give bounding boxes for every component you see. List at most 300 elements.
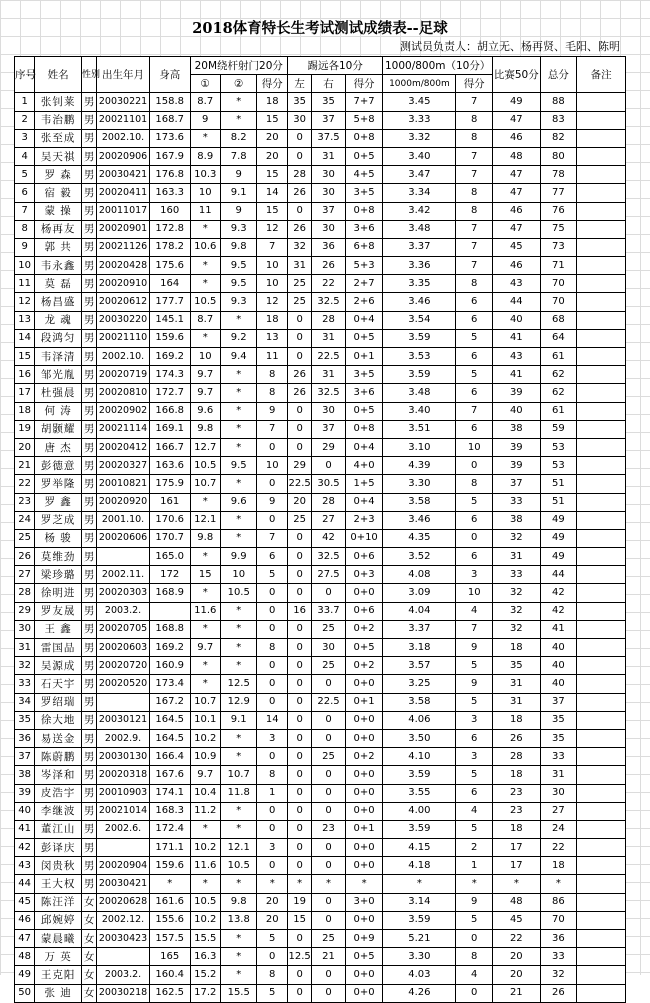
cell-name: 罗友晟 xyxy=(35,602,82,620)
cell-dribble-2: 9.6 xyxy=(220,493,257,511)
cell-sex: 男 xyxy=(81,166,96,184)
table-row xyxy=(15,202,626,220)
cell-height: 173.4 xyxy=(149,675,190,693)
cell-note xyxy=(577,602,626,620)
table-row xyxy=(15,584,626,602)
cell-total: 22 xyxy=(540,839,577,857)
cell-name: 杨再友 xyxy=(35,220,82,238)
cell-height: 169.1 xyxy=(149,420,190,438)
cell-note xyxy=(577,147,626,165)
cell-dob: 20020705 xyxy=(97,620,150,638)
cell-kick-left: 30 xyxy=(287,111,311,129)
table-row xyxy=(15,311,626,329)
cell-note xyxy=(577,893,626,911)
cell-index: 4 xyxy=(15,147,35,165)
cell-kick-left: 0 xyxy=(287,802,311,820)
cell-match: 40 xyxy=(492,402,540,420)
cell-kick-left: 29 xyxy=(287,457,311,475)
cell-kick-right: * xyxy=(312,875,345,893)
cell-dob: 20030220 xyxy=(97,311,150,329)
cell-name: 韦永鑫 xyxy=(35,257,82,275)
cell-dribble-1: * xyxy=(190,875,220,893)
cell-run-time: 3.53 xyxy=(383,348,456,366)
cell-match: 26 xyxy=(492,729,540,747)
cell-index: 9 xyxy=(15,238,35,256)
cell-kick-left: 16 xyxy=(287,602,311,620)
cell-dribble-score: 8 xyxy=(257,366,287,384)
cell-note xyxy=(577,675,626,693)
cell-note xyxy=(577,839,626,857)
table-row xyxy=(15,238,626,256)
cell-run-time: * xyxy=(383,875,456,893)
table-row xyxy=(15,675,626,693)
cell-total: 76 xyxy=(540,202,577,220)
cell-total: 27 xyxy=(540,802,577,820)
cell-height: 169.2 xyxy=(149,348,190,366)
cell-run-time: 3.57 xyxy=(383,657,456,675)
cell-kick-right: 0 xyxy=(312,457,345,475)
cell-kick-right: 25 xyxy=(312,620,345,638)
cell-dribble-2: 10.5 xyxy=(220,857,257,875)
cell-total: 33 xyxy=(540,948,577,966)
cell-note xyxy=(577,93,626,111)
cell-index: 40 xyxy=(15,802,35,820)
cell-run-score: 5 xyxy=(456,820,493,838)
header-total: 总分 xyxy=(540,57,577,93)
cell-run-score: 8 xyxy=(456,275,493,293)
cell-index: 14 xyxy=(15,329,35,347)
header-name: 姓名 xyxy=(35,57,82,93)
cell-sex: 男 xyxy=(81,584,96,602)
cell-name: 董江山 xyxy=(35,820,82,838)
cell-run-score: 6 xyxy=(456,384,493,402)
table-row xyxy=(15,93,626,111)
cell-kick-right: 32.5 xyxy=(312,384,345,402)
cell-kick-left: 19 xyxy=(287,893,311,911)
cell-dribble-2: * xyxy=(220,602,257,620)
cell-run-time: 3.37 xyxy=(383,620,456,638)
cell-run-score: 8 xyxy=(456,948,493,966)
cell-index: 19 xyxy=(15,420,35,438)
cell-sex: 男 xyxy=(81,657,96,675)
cell-run-score: 5 xyxy=(456,329,493,347)
cell-dribble-score: 6 xyxy=(257,548,287,566)
cell-name: 闵贵秋 xyxy=(35,857,82,875)
cell-height xyxy=(149,602,190,620)
cell-note xyxy=(577,875,626,893)
cell-dribble-score: 7 xyxy=(257,529,287,547)
cell-kick-right: 28 xyxy=(312,311,345,329)
cell-note xyxy=(577,457,626,475)
cell-run-time: 3.59 xyxy=(383,911,456,929)
cell-kick-right: 42 xyxy=(312,529,345,547)
cell-dob: 2002.10. xyxy=(97,348,150,366)
cell-index: 16 xyxy=(15,366,35,384)
cell-run-time: 3.32 xyxy=(383,129,456,147)
cell-kick-right: 37 xyxy=(312,420,345,438)
cell-match: 47 xyxy=(492,184,540,202)
cell-dribble-2: 7.8 xyxy=(220,147,257,165)
cell-kick-score: 0+4 xyxy=(345,311,383,329)
cell-index: 7 xyxy=(15,202,35,220)
cell-match: 32 xyxy=(492,620,540,638)
cell-total: 73 xyxy=(540,238,577,256)
cell-total: 51 xyxy=(540,493,577,511)
cell-index: 11 xyxy=(15,275,35,293)
cell-dribble-1: 9.8 xyxy=(190,420,220,438)
cell-dribble-score: 10 xyxy=(257,257,287,275)
cell-kick-score: 0+0 xyxy=(345,766,383,784)
cell-name: 梁珍璐 xyxy=(35,566,82,584)
cell-dribble-score: 14 xyxy=(257,711,287,729)
cell-dribble-1: * xyxy=(190,820,220,838)
cell-run-time: 4.00 xyxy=(383,802,456,820)
cell-dribble-score: 9 xyxy=(257,493,287,511)
cell-dribble-2: 12.1 xyxy=(220,839,257,857)
cell-note xyxy=(577,784,626,802)
cell-kick-score: 0+5 xyxy=(345,329,383,347)
cell-match: 18 xyxy=(492,711,540,729)
cell-index: 44 xyxy=(15,875,35,893)
cell-run-time: 5.21 xyxy=(383,930,456,948)
cell-height: 168.9 xyxy=(149,584,190,602)
cell-kick-score: 7+7 xyxy=(345,93,383,111)
cell-index: 15 xyxy=(15,348,35,366)
cell-kick-left: 25 xyxy=(287,511,311,529)
cell-name: 杨 骏 xyxy=(35,529,82,547)
cell-dribble-2: 10.7 xyxy=(220,766,257,784)
cell-total: 80 xyxy=(540,147,577,165)
cell-run-time: 3.09 xyxy=(383,584,456,602)
cell-match: 22 xyxy=(492,930,540,948)
cell-index: 37 xyxy=(15,748,35,766)
cell-sex: 男 xyxy=(81,493,96,511)
cell-dribble-score: 0 xyxy=(257,584,287,602)
cell-height: 163.6 xyxy=(149,457,190,475)
cell-kick-right: 0 xyxy=(312,911,345,929)
cell-run-score: 5 xyxy=(456,366,493,384)
cell-dribble-score: 12 xyxy=(257,220,287,238)
cell-kick-right: 25 xyxy=(312,930,345,948)
cell-height: 172.8 xyxy=(149,220,190,238)
cell-dob: 20030130 xyxy=(97,748,150,766)
cell-kick-left: 0 xyxy=(287,657,311,675)
cell-dribble-2: 10.5 xyxy=(220,584,257,602)
cell-note xyxy=(577,184,626,202)
cell-run-time: 3.40 xyxy=(383,147,456,165)
cell-height: 170.7 xyxy=(149,529,190,547)
cell-dribble-1: 9 xyxy=(190,111,220,129)
table-row xyxy=(15,711,626,729)
cell-dob: 20020910 xyxy=(97,275,150,293)
cell-name: 张钊莱 xyxy=(35,93,82,111)
cell-total: 37 xyxy=(540,693,577,711)
cell-dribble-score: 0 xyxy=(257,748,287,766)
cell-note xyxy=(577,220,626,238)
cell-match: 47 xyxy=(492,220,540,238)
table-row xyxy=(15,984,626,1002)
table-row xyxy=(15,293,626,311)
cell-dribble-2: * xyxy=(220,475,257,493)
cell-kick-score: 2+3 xyxy=(345,511,383,529)
cell-run-time: 3.50 xyxy=(383,729,456,747)
cell-height: 177.7 xyxy=(149,293,190,311)
cell-run-time: 3.47 xyxy=(383,166,456,184)
cell-dribble-1: * xyxy=(190,675,220,693)
cell-height: 174.3 xyxy=(149,366,190,384)
cell-run-time: 3.33 xyxy=(383,111,456,129)
cell-kick-left: 0 xyxy=(287,566,311,584)
cell-kick-left: 0 xyxy=(287,639,311,657)
cell-index: 26 xyxy=(15,548,35,566)
cell-name: 何 涛 xyxy=(35,402,82,420)
table-header xyxy=(15,57,626,93)
cell-kick-left: 26 xyxy=(287,366,311,384)
cell-kick-left: 28 xyxy=(287,166,311,184)
cell-run-time: 3.34 xyxy=(383,184,456,202)
cell-sex: 男 xyxy=(81,857,96,875)
cell-dribble-1: 12.1 xyxy=(190,511,220,529)
cell-dob: 20020904 xyxy=(97,857,150,875)
cell-kick-score: 3+6 xyxy=(345,220,383,238)
cell-height: 161.6 xyxy=(149,893,190,911)
cell-kick-right: 32.5 xyxy=(312,293,345,311)
cell-height: 165 xyxy=(149,948,190,966)
table-row xyxy=(15,966,626,984)
cell-sex: 男 xyxy=(81,766,96,784)
cell-dob: 20030423 xyxy=(97,930,150,948)
cell-dribble-1: 11.6 xyxy=(190,857,220,875)
cell-match: 37 xyxy=(492,475,540,493)
cell-note xyxy=(577,275,626,293)
cell-dribble-1: 10.2 xyxy=(190,729,220,747)
cell-dribble-score: 0 xyxy=(257,802,287,820)
cell-kick-score: 0+10 xyxy=(345,529,383,547)
cell-kick-score: 0+0 xyxy=(345,857,383,875)
cell-note xyxy=(577,384,626,402)
cell-sex: 女 xyxy=(81,984,96,1002)
cell-name: 蒙晨曦 xyxy=(35,930,82,948)
cell-match: 39 xyxy=(492,384,540,402)
cell-run-score: 6 xyxy=(456,420,493,438)
cell-height: 169.2 xyxy=(149,639,190,657)
cell-match: 39 xyxy=(492,438,540,456)
cell-run-score: 0 xyxy=(456,984,493,1002)
cell-match: 33 xyxy=(492,566,540,584)
cell-dribble-score: 3 xyxy=(257,839,287,857)
cell-note xyxy=(577,566,626,584)
table-row xyxy=(15,329,626,347)
cell-dob: 2003.2. xyxy=(97,966,150,984)
cell-match: 38 xyxy=(492,511,540,529)
cell-sex: 女 xyxy=(81,911,96,929)
cell-kick-left: 0 xyxy=(287,784,311,802)
cell-index: 2 xyxy=(15,111,35,129)
cell-note xyxy=(577,293,626,311)
cell-dribble-2: 9.5 xyxy=(220,257,257,275)
cell-sex: 男 xyxy=(81,420,96,438)
cell-dribble-score: 20 xyxy=(257,129,287,147)
cell-match: 33 xyxy=(492,493,540,511)
cell-height: 167.2 xyxy=(149,693,190,711)
cell-total: 35 xyxy=(540,729,577,747)
cell-dob: 20020428 xyxy=(97,257,150,275)
cell-run-time: 3.51 xyxy=(383,420,456,438)
cell-match: 18 xyxy=(492,639,540,657)
cell-dob: 20020720 xyxy=(97,657,150,675)
cell-kick-score: 0+2 xyxy=(345,748,383,766)
cell-total: 82 xyxy=(540,129,577,147)
cell-kick-score: 0+5 xyxy=(345,948,383,966)
cell-note xyxy=(577,966,626,984)
cell-dob: 20021014 xyxy=(97,802,150,820)
cell-dribble-1: * xyxy=(190,548,220,566)
cell-dribble-1: 10.3 xyxy=(190,166,220,184)
cell-sex: 男 xyxy=(81,639,96,657)
cell-match: 31 xyxy=(492,693,540,711)
cell-dob: 2002.11. xyxy=(97,566,150,584)
cell-match: 47 xyxy=(492,166,540,184)
cell-dribble-score: * xyxy=(257,875,287,893)
cell-run-score: 8 xyxy=(456,129,493,147)
cell-dribble-1: 15.2 xyxy=(190,966,220,984)
table-row xyxy=(15,348,626,366)
cell-kick-score: 0+3 xyxy=(345,566,383,584)
cell-dribble-1: * xyxy=(190,329,220,347)
cell-total: 77 xyxy=(540,184,577,202)
cell-dob: 2002.12. xyxy=(97,911,150,929)
cell-kick-right: 25 xyxy=(312,657,345,675)
cell-run-time: 3.58 xyxy=(383,493,456,511)
cell-run-time: 3.35 xyxy=(383,275,456,293)
cell-match: 48 xyxy=(492,893,540,911)
cell-run-score: 6 xyxy=(456,548,493,566)
cell-match: 47 xyxy=(492,111,540,129)
cell-height: 155.6 xyxy=(149,911,190,929)
cell-kick-right: 30 xyxy=(312,402,345,420)
cell-dribble-1: 10.1 xyxy=(190,711,220,729)
cell-note xyxy=(577,329,626,347)
cell-total: 40 xyxy=(540,675,577,693)
cell-run-time: 4.08 xyxy=(383,566,456,584)
cell-dribble-score: 20 xyxy=(257,147,287,165)
cell-kick-score: 1+5 xyxy=(345,475,383,493)
cell-kick-right: 0 xyxy=(312,675,345,693)
cell-kick-left: 0 xyxy=(287,711,311,729)
table-row xyxy=(15,129,626,147)
cell-dribble-1: 17.2 xyxy=(190,984,220,1002)
cell-height: 168.8 xyxy=(149,620,190,638)
cell-note xyxy=(577,984,626,1002)
cell-name: 杨昌盛 xyxy=(35,293,82,311)
cell-dob: 20020303 xyxy=(97,584,150,602)
cell-run-time: 3.59 xyxy=(383,366,456,384)
cell-index: 50 xyxy=(15,984,35,1002)
cell-dob: 20020411 xyxy=(97,184,150,202)
cell-kick-score: 0+0 xyxy=(345,729,383,747)
cell-note xyxy=(577,420,626,438)
cell-match: 48 xyxy=(492,147,540,165)
cell-kick-left: 0 xyxy=(287,820,311,838)
cell-height: 158.8 xyxy=(149,93,190,111)
cell-kick-left: 0 xyxy=(287,329,311,347)
cell-run-score: 7 xyxy=(456,257,493,275)
cell-name: 彭德意 xyxy=(35,457,82,475)
header-kick-right: 右 xyxy=(312,75,345,93)
cell-dribble-1: 10.5 xyxy=(190,893,220,911)
cell-sex: 男 xyxy=(81,475,96,493)
cell-sex: 男 xyxy=(81,111,96,129)
cell-index: 41 xyxy=(15,820,35,838)
cell-note xyxy=(577,311,626,329)
cell-match: 38 xyxy=(492,420,540,438)
cell-run-time: 3.48 xyxy=(383,220,456,238)
cell-run-time: 3.37 xyxy=(383,238,456,256)
cell-name: 胡颢耀 xyxy=(35,420,82,438)
cell-total: 31 xyxy=(540,766,577,784)
cell-height: 172.7 xyxy=(149,384,190,402)
cell-dribble-1: 15.5 xyxy=(190,930,220,948)
cell-run-score: 9 xyxy=(456,893,493,911)
cell-dob: 20020902 xyxy=(97,402,150,420)
cell-dribble-2: * xyxy=(220,948,257,966)
cell-dribble-1: 10.4 xyxy=(190,784,220,802)
cell-run-score: 8 xyxy=(456,111,493,129)
table-row xyxy=(15,784,626,802)
table-row xyxy=(15,457,626,475)
cell-height: 167.6 xyxy=(149,766,190,784)
cell-run-score: 7 xyxy=(456,402,493,420)
cell-name: 徐明进 xyxy=(35,584,82,602)
cell-height: 163.3 xyxy=(149,184,190,202)
cell-dob: 2002.10. xyxy=(97,129,150,147)
cell-kick-score: 2+6 xyxy=(345,293,383,311)
cell-dribble-1: 10.2 xyxy=(190,839,220,857)
cell-run-score: 8 xyxy=(456,184,493,202)
cell-dob: 20021126 xyxy=(97,238,150,256)
cell-total: 70 xyxy=(540,911,577,929)
cell-sex: 男 xyxy=(81,293,96,311)
cell-note xyxy=(577,857,626,875)
cell-index: 47 xyxy=(15,930,35,948)
table-row xyxy=(15,275,626,293)
cell-dob: 20010903 xyxy=(97,784,150,802)
table-row xyxy=(15,839,626,857)
table-row xyxy=(15,639,626,657)
cell-kick-score: 3+5 xyxy=(345,366,383,384)
cell-dribble-1: * xyxy=(190,657,220,675)
cell-name: 张 迪 xyxy=(35,984,82,1002)
cell-sex: 女 xyxy=(81,966,96,984)
cell-name: 吴源成 xyxy=(35,657,82,675)
cell-kick-left: 0 xyxy=(287,311,311,329)
cell-match: 18 xyxy=(492,820,540,838)
cell-dob: 20021110 xyxy=(97,329,150,347)
cell-match: 31 xyxy=(492,548,540,566)
cell-note xyxy=(577,166,626,184)
cell-total: 62 xyxy=(540,384,577,402)
table-row xyxy=(15,620,626,638)
cell-dribble-2: 8.2 xyxy=(220,129,257,147)
cell-total: 59 xyxy=(540,420,577,438)
cell-kick-right: 23 xyxy=(312,820,345,838)
cell-dribble-score: 0 xyxy=(257,511,287,529)
cell-height: 176.8 xyxy=(149,166,190,184)
cell-dribble-1: 9.6 xyxy=(190,402,220,420)
cell-total: * xyxy=(540,875,577,893)
cell-height: 166.4 xyxy=(149,748,190,766)
cell-note xyxy=(577,129,626,147)
